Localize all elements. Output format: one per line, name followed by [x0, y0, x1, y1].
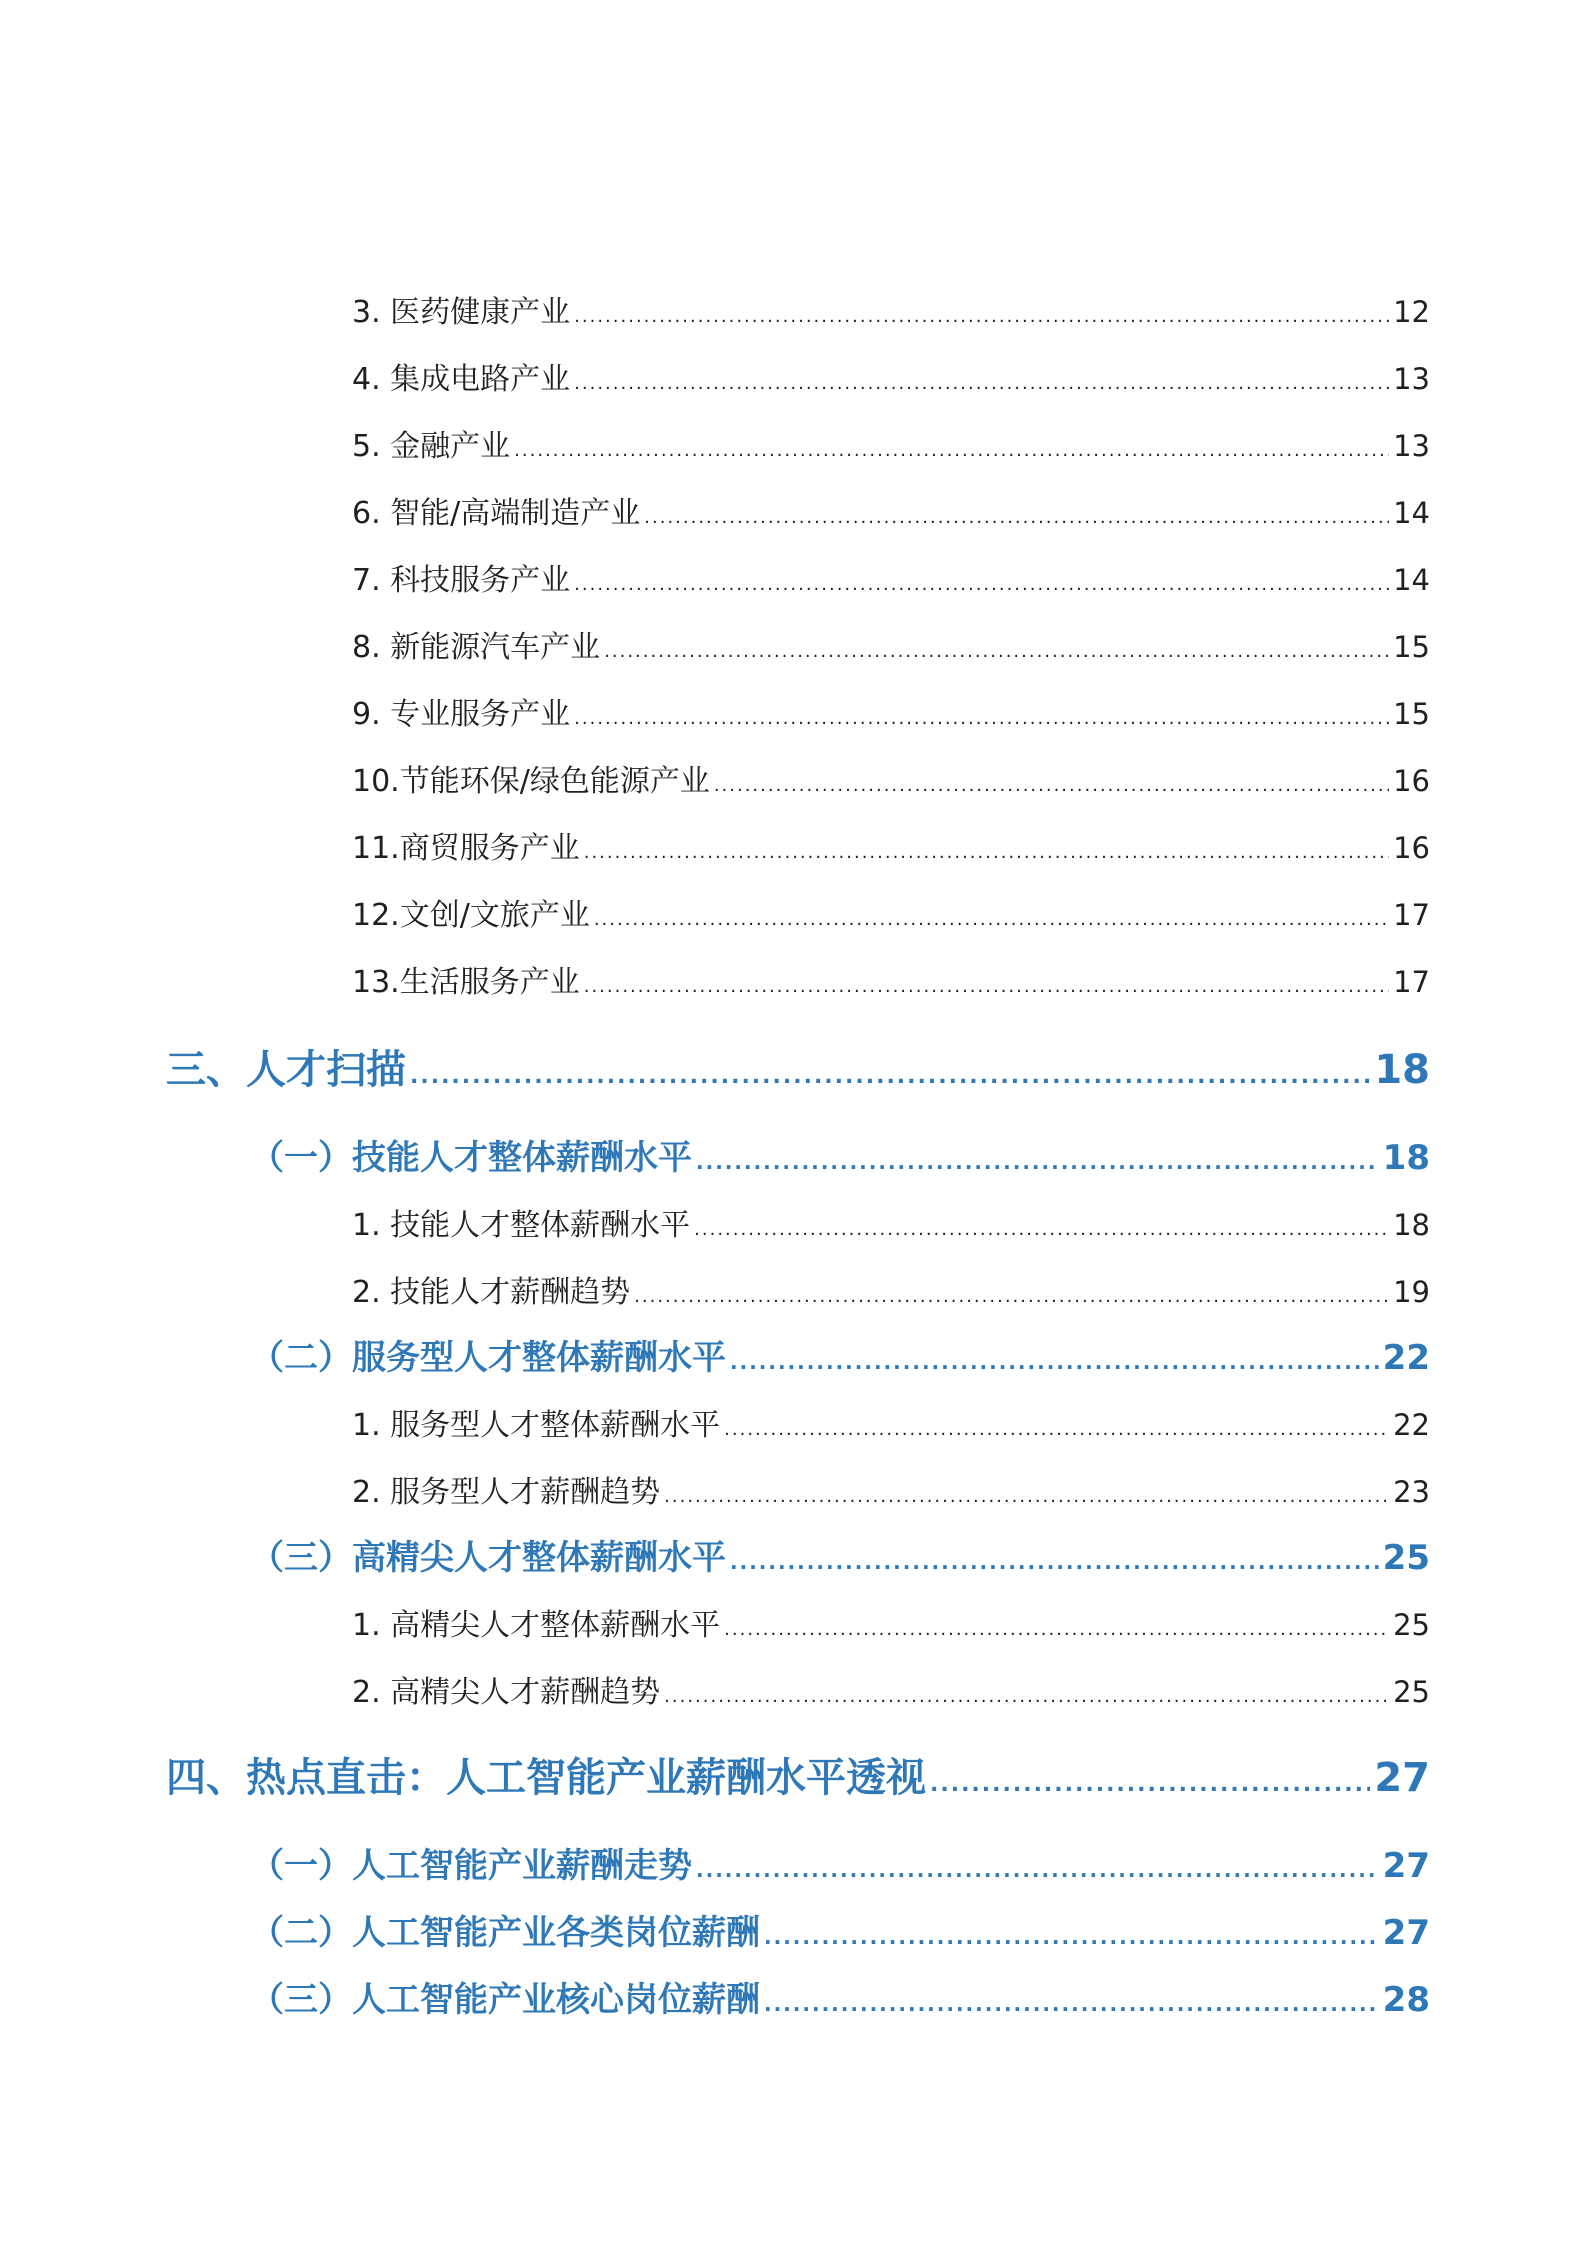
- toc-entry-label: 3. 医药健康产业: [352, 295, 571, 330]
- toc-section-skilled-talent[interactable]: [250, 1130, 1430, 1179]
- toc-page-number: 14: [1393, 563, 1430, 597]
- toc-page-number: 17: [1393, 965, 1430, 999]
- toc-dot-leader: [594, 909, 1389, 930]
- toc-entry-label: （一）技能人才整体薪酬水平: [250, 1138, 692, 1178]
- toc-chapter-talent-scan[interactable]: [166, 1038, 1430, 1095]
- toc-dot-leader: [764, 1925, 1379, 1949]
- toc-page-number: 19: [1393, 1275, 1430, 1309]
- toc-page-number: 16: [1393, 831, 1430, 865]
- toc-page-number: 13: [1393, 429, 1430, 463]
- toc-page-number: 12: [1393, 295, 1430, 329]
- toc-entry-skilled-trend[interactable]: [352, 1267, 1430, 1311]
- toc-entry-green-energy[interactable]: [352, 756, 1430, 800]
- toc-entry-label: 9. 专业服务产业: [352, 697, 571, 732]
- toc-entry-finance[interactable]: [352, 421, 1430, 465]
- toc-dot-leader: [730, 1550, 1379, 1574]
- toc-chapter-ai-industry[interactable]: [166, 1746, 1430, 1803]
- toc-dot-leader: [410, 1064, 1370, 1089]
- toc-entry-label: 2. 服务型人才薪酬趋势: [352, 1475, 661, 1510]
- toc-dot-leader: [574, 306, 1389, 327]
- toc-entry-label: 13.生活服务产业: [352, 965, 580, 1000]
- toc-entry-pharma-health[interactable]: [352, 287, 1430, 331]
- toc-entry-service-overall[interactable]: [352, 1400, 1430, 1444]
- toc-page-number: 27: [1374, 1755, 1430, 1801]
- toc-section-ai-core-salaries[interactable]: [250, 1972, 1430, 2021]
- toc-entry-label: 4. 集成电路产业: [352, 362, 571, 397]
- toc-dot-leader: [724, 1619, 1389, 1640]
- toc-entry-label: 1. 技能人才整体薪酬水平: [352, 1208, 691, 1243]
- toc-entry-label: （二）人工智能产业各类岗位薪酬: [250, 1913, 760, 1953]
- toc-entry-label: （三）高精尖人才整体薪酬水平: [250, 1538, 726, 1578]
- toc-entry-label: 1. 高精尖人才整体薪酬水平: [352, 1608, 721, 1643]
- toc-entry-label: 11.商贸服务产业: [352, 831, 580, 866]
- toc-page-number: 18: [1382, 1138, 1430, 1178]
- toc-section-ai-salary-trend[interactable]: [250, 1838, 1430, 1887]
- toc-entry-label: 5. 金融产业: [352, 429, 511, 464]
- toc-entry-smart-manufacturing[interactable]: [352, 488, 1430, 532]
- toc-entry-label: 2. 技能人才薪酬趋势: [352, 1275, 631, 1310]
- toc-dot-leader: [664, 1686, 1389, 1707]
- toc-dot-leader: [644, 507, 1389, 528]
- toc-entry-label: （三）人工智能产业核心岗位薪酬: [250, 1980, 760, 2020]
- toc-page-number: 25: [1382, 1538, 1430, 1578]
- toc-dot-leader: [604, 641, 1389, 662]
- toc-dot-leader: [764, 1992, 1379, 2016]
- toc-page-number: 25: [1393, 1608, 1430, 1642]
- toc-entry-label: 8. 新能源汽车产业: [352, 630, 601, 665]
- toc-page-number: 13: [1393, 362, 1430, 396]
- toc-entry-label: 7. 科技服务产业: [352, 563, 571, 598]
- toc-entry-label: 10.节能环保/绿色能源产业: [352, 764, 710, 799]
- toc-section-service-talent[interactable]: [250, 1330, 1430, 1379]
- toc-dot-leader: [930, 1772, 1370, 1797]
- toc-entry-professional-services[interactable]: [352, 689, 1430, 733]
- toc-page-number: 16: [1393, 764, 1430, 798]
- toc-section-elite-talent[interactable]: [250, 1530, 1430, 1579]
- toc-page-number: 17: [1393, 898, 1430, 932]
- toc-entry-skilled-overall[interactable]: [352, 1200, 1430, 1244]
- toc-entry-label: 2. 高精尖人才薪酬趋势: [352, 1675, 661, 1710]
- toc-entry-label: 三、人才扫描: [166, 1047, 406, 1093]
- toc-page-number: 22: [1382, 1338, 1430, 1378]
- toc-page-number: 27: [1382, 1846, 1430, 1886]
- toc-page-number: 25: [1393, 1675, 1430, 1709]
- toc-section-ai-job-salaries[interactable]: [250, 1905, 1430, 1954]
- toc-entry-elite-overall[interactable]: [352, 1600, 1430, 1644]
- toc-entry-label: 1. 服务型人才整体薪酬水平: [352, 1408, 721, 1443]
- toc-entry-label: （二）服务型人才整体薪酬水平: [250, 1338, 726, 1378]
- toc-dot-leader: [664, 1486, 1389, 1507]
- toc-dot-leader: [634, 1286, 1389, 1307]
- toc-page-number: 27: [1382, 1913, 1430, 1953]
- toc-page-number: 28: [1382, 1980, 1430, 2020]
- toc-dot-leader: [574, 708, 1389, 729]
- toc-page-number: 18: [1374, 1047, 1430, 1093]
- toc-entry-new-energy-vehicles[interactable]: [352, 622, 1430, 666]
- toc-dot-leader: [574, 574, 1389, 595]
- toc-entry-trade-services[interactable]: [352, 823, 1430, 867]
- toc-dot-leader: [694, 1219, 1389, 1240]
- toc-entry-label: 6. 智能/高端制造产业: [352, 496, 641, 531]
- toc-dot-leader: [584, 842, 1389, 863]
- toc-page-number: 15: [1393, 630, 1430, 664]
- toc-dot-leader: [574, 373, 1389, 394]
- toc-entry-service-trend[interactable]: [352, 1467, 1430, 1511]
- toc-entry-integrated-circuit[interactable]: [352, 354, 1430, 398]
- toc-entry-label: 12.文创/文旅产业: [352, 898, 590, 933]
- toc-dot-leader: [714, 775, 1389, 796]
- toc-entry-life-services[interactable]: [352, 957, 1430, 1001]
- toc-entry-label: （一）人工智能产业薪酬走势: [250, 1846, 692, 1886]
- toc-entry-elite-trend[interactable]: [352, 1667, 1430, 1711]
- toc-page-number: 18: [1393, 1208, 1430, 1242]
- toc-dot-leader: [696, 1858, 1379, 1882]
- toc-page-number: 15: [1393, 697, 1430, 731]
- toc-page-number: 14: [1393, 496, 1430, 530]
- toc-entry-label: 四、热点直击：人工智能产业薪酬水平透视: [166, 1755, 926, 1801]
- toc-dot-leader: [514, 440, 1389, 461]
- toc-dot-leader: [696, 1150, 1379, 1174]
- toc-dot-leader: [584, 976, 1389, 997]
- toc-page-number: 23: [1393, 1475, 1430, 1509]
- toc-dot-leader: [724, 1419, 1389, 1440]
- toc-page-number: 22: [1393, 1408, 1430, 1442]
- toc-entry-tech-services[interactable]: [352, 555, 1430, 599]
- toc-dot-leader: [730, 1350, 1379, 1374]
- toc-entry-culture-tourism[interactable]: [352, 890, 1430, 934]
